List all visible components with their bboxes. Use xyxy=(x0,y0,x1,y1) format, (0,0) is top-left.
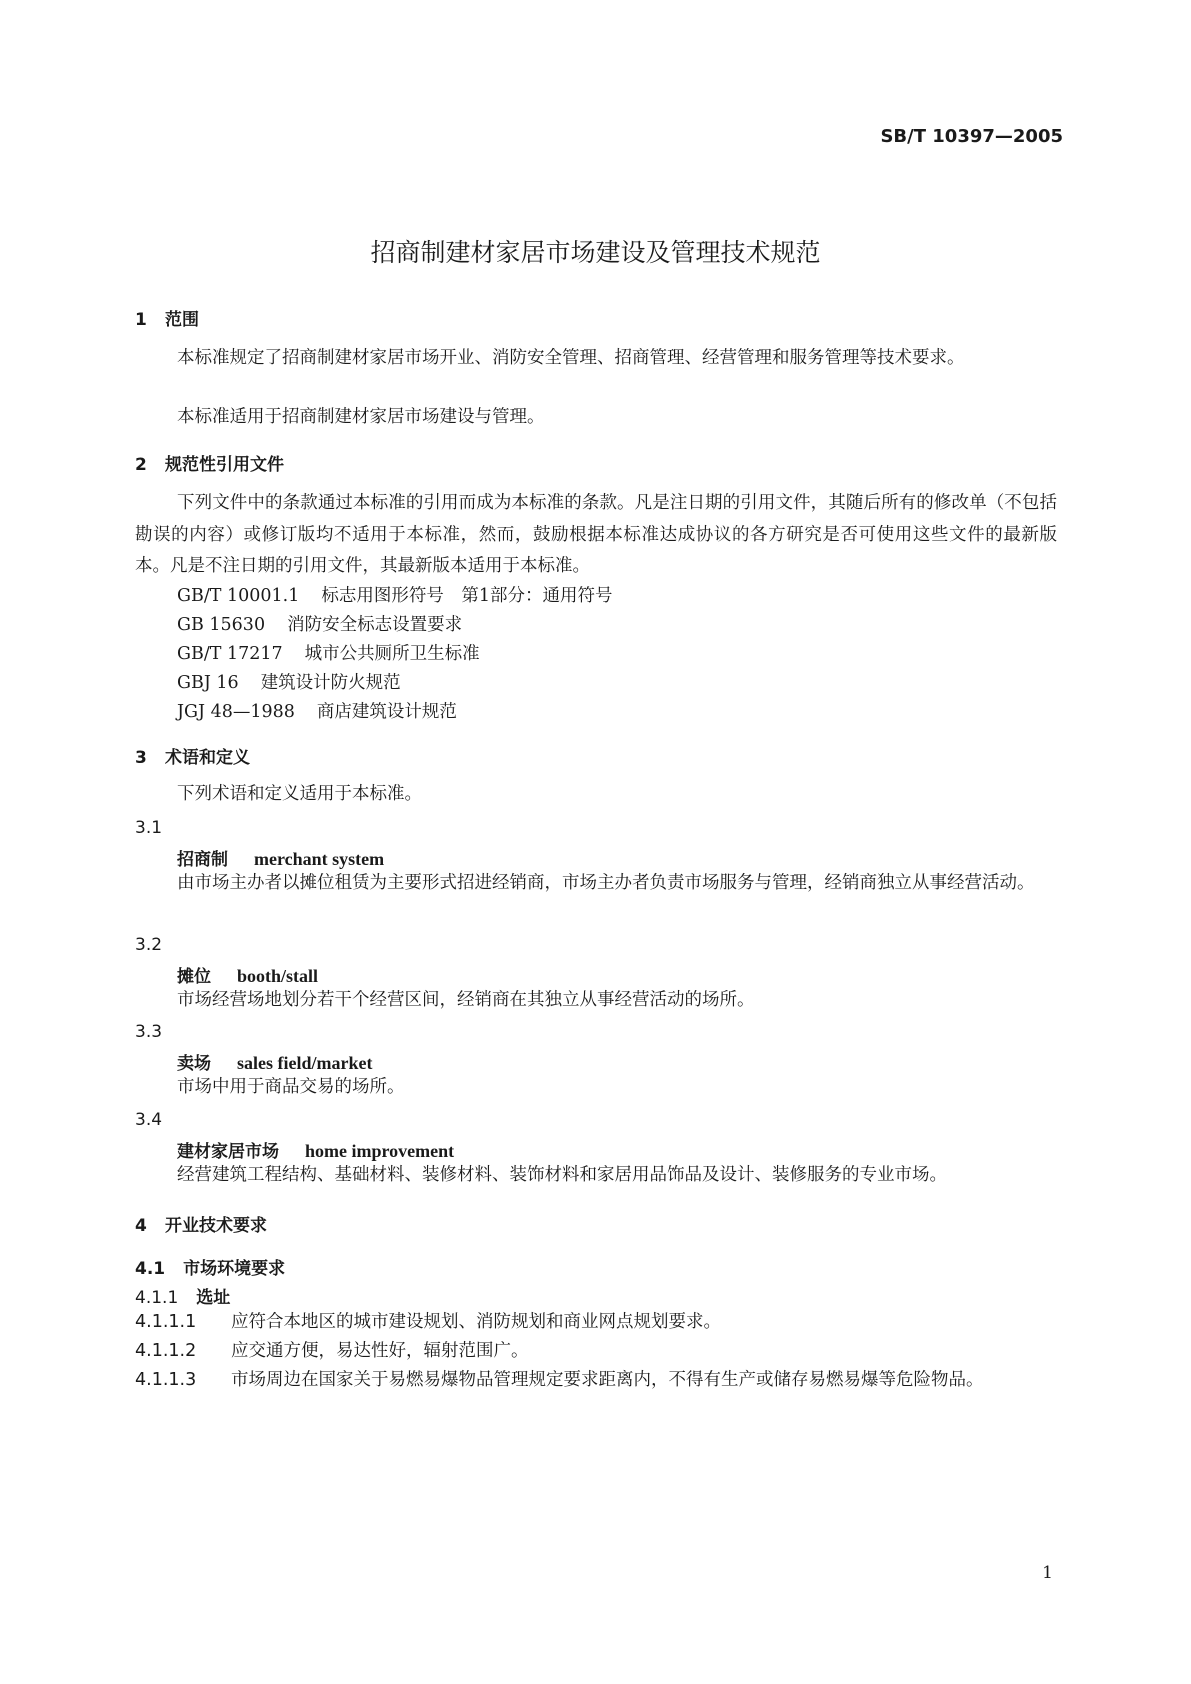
term-heading xyxy=(177,1137,454,1162)
reference-title: 建筑设计防火规范 xyxy=(260,673,401,693)
clause-number: 4.1.1.1 xyxy=(135,1312,197,1332)
reference-code: GB 15630 xyxy=(177,615,266,635)
reference-item xyxy=(177,669,401,694)
section-title: 范围 xyxy=(165,310,199,330)
subsection-title: 市场环境要求 xyxy=(183,1259,286,1279)
term-definition: 市场经营场地划分若干个经营区间，经销商在其独立从事经营活动的场所。 xyxy=(177,990,755,1010)
reference-item xyxy=(177,611,462,636)
term-definition: 市场中用于商品交易的场所。 xyxy=(177,1077,405,1097)
term-number: 3.4 xyxy=(135,1110,163,1130)
clause-text: 应符合本地区的城市建设规划、消防规划和商业网点规划要求。 xyxy=(231,1312,721,1332)
subsection-heading xyxy=(135,1254,285,1279)
clause-text: 应交通方便，易达性好，辐射范围广。 xyxy=(231,1341,529,1361)
clause-item xyxy=(135,1336,1057,1368)
section-number: 2 xyxy=(135,455,147,475)
section-1-heading xyxy=(135,305,199,330)
section-4-heading xyxy=(135,1211,267,1236)
section-1-paragraph-1: 本标准规定了招商制建材家居市场开业、消防安全管理、招商管理、经营管理和服务管理等技术要求。 xyxy=(177,348,965,368)
clause-number: 4.1.1.3 xyxy=(135,1370,197,1390)
subsection-number: 4.1 xyxy=(135,1259,166,1279)
section-number: 3 xyxy=(135,748,147,768)
reference-title: 商店建筑设计规范 xyxy=(316,702,457,722)
term-number: 3.3 xyxy=(135,1022,163,1042)
term-heading xyxy=(177,845,384,870)
page-number: 1 xyxy=(1042,1563,1053,1583)
reference-title: 消防安全标志设置要求 xyxy=(287,615,463,635)
section-3-heading xyxy=(135,743,250,768)
term-en: home improvement xyxy=(305,1141,455,1161)
term-definition: 经营建筑工程结构、基础材料、装修材料、装饰材料和家居用品饰品及设计、装修服务的专业市场。 xyxy=(177,1165,947,1185)
reference-code: JGJ 48—1988 xyxy=(177,702,295,722)
term-number: 3.1 xyxy=(135,818,163,838)
section-1-paragraph-2: 本标准适用于招商制建材家居市场建设与管理。 xyxy=(177,407,545,427)
term-en: sales field/market xyxy=(237,1053,373,1073)
reference-item xyxy=(177,640,480,665)
term-zh: 建材家居市场 xyxy=(177,1142,279,1162)
section-2-heading xyxy=(135,450,284,475)
section-number: 4 xyxy=(135,1216,147,1236)
term-zh: 招商制 xyxy=(177,850,228,870)
reference-item xyxy=(177,698,457,723)
clause-item xyxy=(135,1307,1057,1339)
subsubsection-title: 选址 xyxy=(196,1288,231,1308)
section-title: 规范性引用文件 xyxy=(165,455,284,475)
reference-code: GB/T 17217 xyxy=(177,644,283,664)
term-zh: 卖场 xyxy=(177,1054,211,1074)
term-definition: 由市场主办者以摊位租赁为主要形式招进经销商，市场主办者负责市场服务与管理，经销商独立从事经营活动。 xyxy=(177,873,1035,893)
reference-code: GBJ 16 xyxy=(177,673,239,693)
clause-text: 市场周边在国家关于易燃易爆物品管理规定要求距离内，不得有生产或储存易燃易爆等危险物品。 xyxy=(231,1370,984,1390)
reference-title: 城市公共厕所卫生标准 xyxy=(304,644,480,664)
term-number: 3.2 xyxy=(135,935,163,955)
term-en: merchant system xyxy=(254,849,385,869)
reference-item xyxy=(177,582,612,607)
term-heading xyxy=(177,962,318,987)
term-en: booth/stall xyxy=(237,966,319,986)
clause-number: 4.1.1.2 xyxy=(135,1341,197,1361)
reference-code: GB/T 10001.1 xyxy=(177,586,300,606)
clause-item xyxy=(135,1365,1057,1397)
section-2-paragraph-1: 下列文件中的条款通过本标准的引用而成为本标准的条款。凡是注日期的引用文件，其随后所有的修改单（不包括勘误的内容）或修订版均不适用于本标准，然而，鼓励根据本标准达成协议的各方研究是否可使用这些文件的最新版本。凡是不注日期的引用文件，其最新版本适用于本标准。 xyxy=(135,493,1057,576)
section-number: 1 xyxy=(135,310,147,330)
term-zh: 摊位 xyxy=(177,967,211,987)
standard-code: SB/T 10397—2005 xyxy=(880,126,1063,147)
term-heading xyxy=(177,1049,372,1074)
subsubsection-heading xyxy=(135,1283,230,1308)
section-title: 开业技术要求 xyxy=(165,1216,267,1236)
subsubsection-number: 4.1.1 xyxy=(135,1288,179,1308)
section-title: 术语和定义 xyxy=(165,748,250,768)
document-title: 招商制建材家居市场建设及管理技术规范 xyxy=(370,238,821,267)
reference-title: 标志用图形符号 第1部分：通用符号 xyxy=(321,586,613,606)
section-3-paragraph-1: 下列术语和定义适用于本标准。 xyxy=(177,784,422,804)
